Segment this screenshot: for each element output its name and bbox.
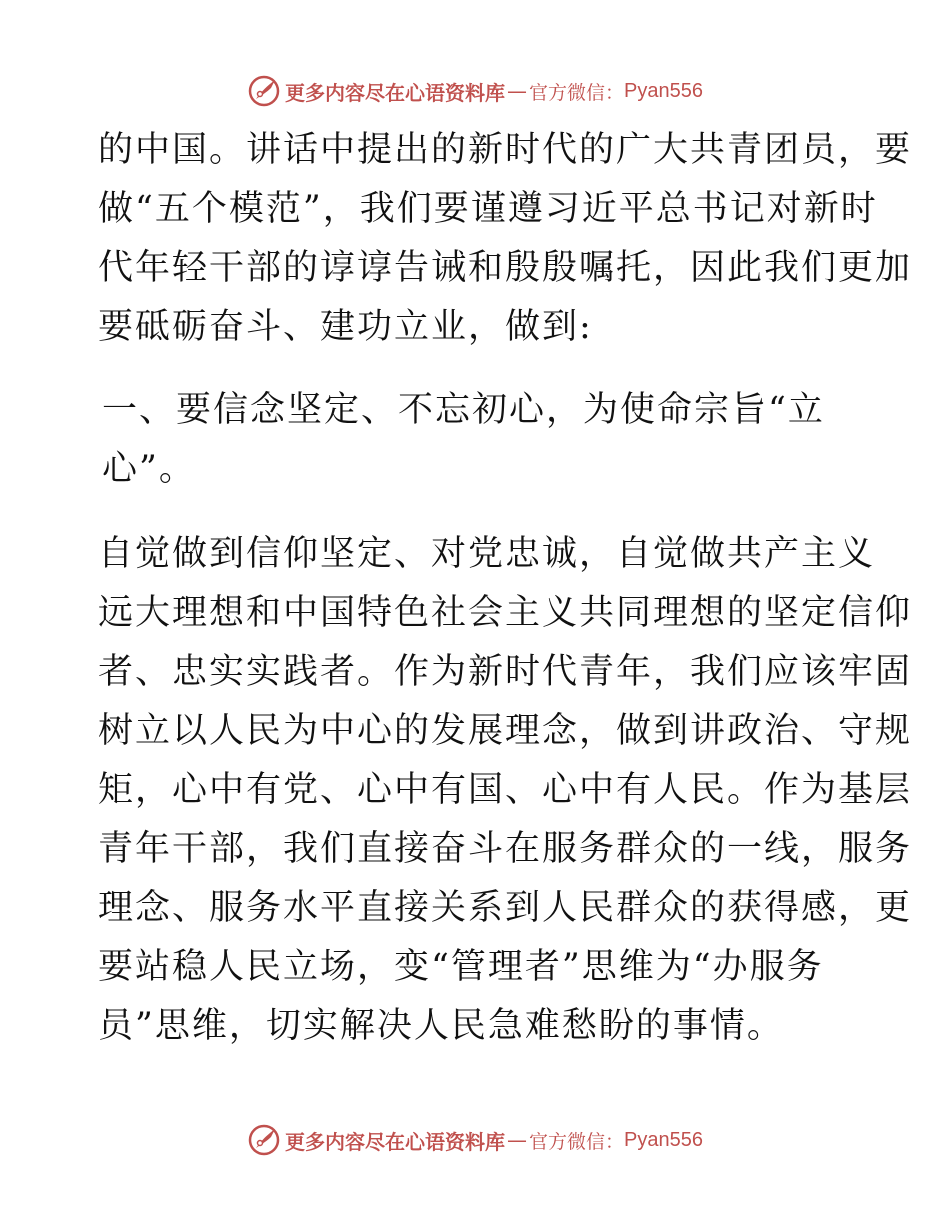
text-line: 的中国。讲话中提出的新时代的广大共青团员，要	[98, 130, 913, 170]
text-line: 树立以人民为中心的发展理念，做到讲政治、守规	[98, 711, 913, 751]
text-line: 自觉做到信仰坚定、对党忠诚，自觉做共产主义	[98, 534, 876, 574]
footer-dash: —	[507, 1128, 527, 1152]
quill-logo-icon	[247, 74, 281, 108]
text-line: 者、忠实实践者。作为新时代青年，我们应该牢固	[98, 652, 913, 692]
header-promo-text: 更多内容尽在心语资料库	[285, 80, 505, 105]
section-heading-1	[98, 381, 858, 499]
heading-line: 心”。	[102, 449, 196, 489]
text-line: 理念、服务水平直接关系到人民群众的获得感，更	[98, 888, 913, 928]
text-line: 代年轻干部的谆谆告诫和殷殷嘱托，因此我们更加	[98, 248, 913, 288]
text-line: 要砥砺奋斗、建功立业，做到:	[98, 307, 593, 347]
header-wechat-label: 官方微信：	[529, 81, 625, 104]
paragraph-intro	[98, 121, 913, 357]
text-line: 远大理想和中国特色社会主义共同理想的坚定信仰	[98, 593, 913, 633]
text-line: 青年干部，我们直接奋斗在服务群众的一线，服务	[98, 829, 913, 869]
text-line: 矩，心中有党、心中有国、心中有人民。作为基层	[98, 770, 913, 810]
header-banner	[0, 71, 950, 111]
footer-account: Pyan556	[624, 1128, 703, 1151]
footer-promo-text: 更多内容尽在心语资料库	[285, 1129, 505, 1154]
footer-wechat-label: 官方微信：	[529, 1130, 625, 1153]
heading-line: 一、要信念坚定、不忘初心，为使命宗旨“立	[102, 390, 825, 430]
header-dash: —	[507, 79, 527, 103]
text-line: 员”思维，切实解决人民急难愁盼的事情。	[98, 1006, 784, 1046]
quill-logo-icon	[247, 1123, 281, 1157]
footer-banner	[0, 1120, 950, 1160]
text-line: 做“五个模范”，我们要谨遵习近平总书记对新时	[98, 189, 878, 229]
text-line: 要站稳人民立场，变“管理者”思维为“办服务	[98, 947, 824, 987]
header-account: Pyan556	[624, 79, 703, 102]
document-body	[98, 121, 913, 1056]
paragraph-section-1	[98, 525, 913, 1056]
